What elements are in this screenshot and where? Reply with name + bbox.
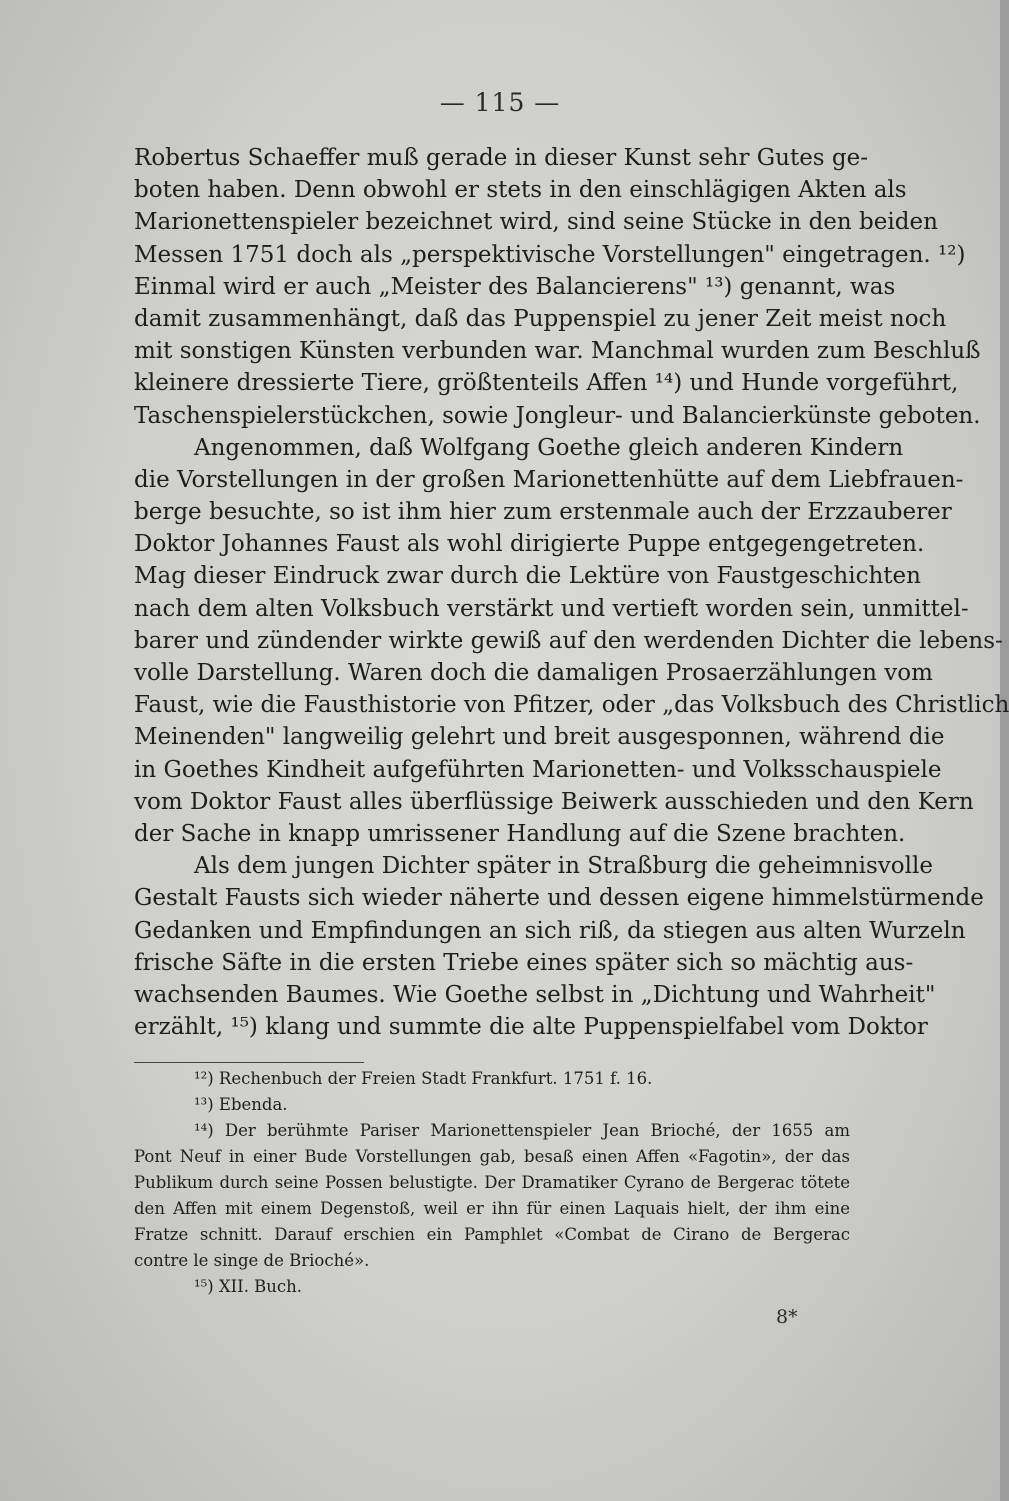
body-text: [134, 142, 1009, 1043]
text-line: Messen 1751 doch als „perspektivische Vorstellungen" eingetragen. ¹²): [134, 241, 966, 268]
text-line: mit sonstigen Künsten verbunden war. Manchmal wurden zum Beschluß: [134, 338, 981, 365]
text-line: Als dem jungen Dichter später in Straßburg die geheimnisvolle: [194, 853, 933, 880]
text-line: Robertus Schaeffer muß gerade in dieser Kunst sehr Gutes ge-: [134, 145, 869, 171]
footnote-line: ¹⁵) XII. Buch.: [194, 1277, 303, 1296]
footnote-line: den Affen mit einem Degenstoß, weil er ihn für einen Laquais hielt, der ihm eine: [134, 1199, 850, 1218]
text-line: Mag dieser Eindruck zwar durch die Lektüre von Faustgeschichten: [134, 563, 921, 590]
text-line: vom Doktor Faust alles überflüssige Beiwerk ausschieden und den Kern: [134, 788, 974, 815]
text-line: der Sache in knapp umrissener Handlung auf die Szene brachten.: [134, 820, 906, 847]
footnote-line: ¹³) Ebenda.: [194, 1095, 288, 1114]
footnote-line: Publikum durch seine Possen belustigte. Der Dramatiker Cyrano de Bergerac tötete: [134, 1173, 850, 1192]
text-line: die Vorstellungen in der großen Marionettenhütte auf dem Liebfrauen-: [134, 466, 964, 493]
footnote-line: Pont Neuf in einer Bude Vorstellungen gab, besaß einen Affen «Fagotin», der das: [134, 1147, 850, 1166]
text-line: wachsenden Baumes. Wie Goethe selbst in „Dichtung und Wahrheit": [134, 981, 936, 1008]
text-line: Taschenspielerstückchen, sowie Jongleur- und Balancierkünste geboten.: [134, 402, 981, 429]
text-line: Gedanken und Empfindungen an sich riß, da stiegen aus alten Wurzeln: [134, 917, 966, 944]
footnote-line: ¹²) Rechenbuch der Freien Stadt Frankfurt. 1751 f. 16.: [194, 1069, 653, 1088]
text-line: Faust, wie die Fausthistorie von Pfitzer, oder „das Volksbuch des Christlich: [134, 692, 1009, 719]
text-line: barer und zündender wirkte gewiß auf den werdenden Dichter die lebens-: [134, 627, 1003, 654]
text-line: berge besuchte, so ist ihm hier zum erstenmale auch der Erzzauberer: [134, 499, 952, 526]
text-line: damit zusammenhängt, daß das Puppenspiel zu jener Zeit meist noch: [134, 305, 947, 332]
text-line: erzählt, ¹⁵) klang und summte die alte Puppenspielfabel vom Doktor: [134, 1014, 928, 1041]
text-line: Gestalt Fausts sich wieder näherte und dessen eigene himmelstürmende: [134, 885, 984, 912]
signature-mark: 8*: [776, 1306, 798, 1328]
text-line: Einmal wird er auch „Meister des Balancierens" ¹³) genannt, was: [134, 273, 896, 300]
text-line: Meinenden" langweilig gelehrt und breit ausgesponnen, während die: [134, 724, 945, 751]
footnote-line: Fratze schnitt. Darauf erschien ein Pamphlet «Combat de Cirano de Bergerac: [134, 1225, 850, 1244]
footnote-line: contre le singe de Brioché».: [134, 1251, 370, 1270]
footnote-line: ¹⁴) Der berühmte Pariser Marionettenspieler Jean Brioché, der 1655 am: [194, 1121, 850, 1140]
text-line: volle Darstellung. Waren doch die damaligen Prosaerzählungen vom: [134, 660, 933, 686]
page-number-header: — 115 —: [439, 88, 561, 117]
text-line: frische Säfte in die ersten Triebe eines später sich so mächtig aus-: [134, 949, 914, 976]
text-line: Marionettenspieler bezeichnet wird, sind seine Stücke in den beiden: [134, 209, 938, 236]
text-line: boten haben. Denn obwohl er stets in den einschlägigen Akten als: [134, 177, 907, 204]
text-line: nach dem alten Volksbuch verstärkt und vertieft worden sein, unmittel-: [134, 595, 969, 622]
text-line: in Goethes Kindheit aufgeführten Marionetten- und Volksschauspiele: [134, 756, 942, 783]
footnotes: [134, 1066, 850, 1300]
text-line: Doktor Johannes Faust als wohl dirigierte Puppe entgegengetreten.: [134, 531, 925, 558]
text-line: kleinere dressierte Tiere, größtenteils Affen ¹⁴) und Hunde vorgeführt,: [134, 370, 959, 397]
text-line: Angenommen, daß Wolfgang Goethe gleich anderen Kindern: [194, 434, 904, 461]
footnote-divider: [134, 1062, 364, 1063]
